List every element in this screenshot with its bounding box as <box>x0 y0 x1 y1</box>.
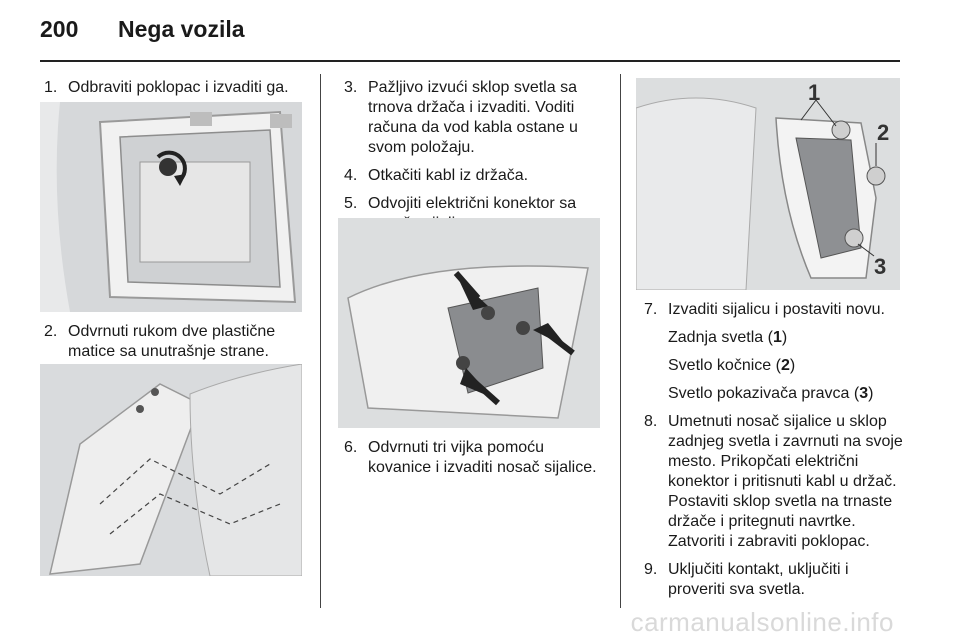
figure-bulb-holder <box>636 78 900 290</box>
step-number: 6. <box>344 439 358 456</box>
step-text: Uključiti kontakt, uključiti i proveriti sva svetla. <box>668 561 849 598</box>
bulb-item-brake-light <box>644 356 906 376</box>
bulb-label: Zadnja svetla ( <box>668 329 773 346</box>
step-9 <box>644 560 906 600</box>
step-number: 2. <box>44 323 58 340</box>
bulb-number: 3 <box>859 385 869 402</box>
step-number: 8. <box>644 413 658 430</box>
figure-screws <box>338 218 600 428</box>
bulb-suffix: ) <box>781 329 788 346</box>
step-number: 9. <box>644 561 658 578</box>
step-number: 4. <box>344 167 358 184</box>
step-text: Umetnuti nosač sijalice u sklop zadnjeg svetla i zavrnuti na svoje mesto. Prikopčati električni konektor i pritisnuti kabl u držač. Postaviti sklop svetla na trnaste držače i pritegnuti navrtke. Zatvoriti i zabraviti poklopac. <box>668 413 903 550</box>
bulb-holder-illustration <box>636 78 900 290</box>
column-2b <box>344 438 610 486</box>
step-7 <box>644 300 906 320</box>
cover-removal-illustration <box>40 102 302 312</box>
column-1b <box>44 322 306 370</box>
step-3 <box>344 78 610 158</box>
step-text: Otkačiti kabl iz držača. <box>368 167 529 184</box>
column-divider <box>620 74 621 608</box>
step-number: 1. <box>44 79 58 96</box>
callout-2: 2 <box>877 120 890 145</box>
step-1 <box>44 78 306 98</box>
step-text: Odvojiti električni konektor sa <box>368 195 577 212</box>
step-6 <box>344 438 610 478</box>
bulb-item-turn-signal <box>644 384 906 404</box>
callout-1: 1 <box>808 80 821 105</box>
bulb-label: Svetlo kočnice ( <box>668 357 781 374</box>
step-number: 3. <box>344 79 358 96</box>
step-4 <box>344 166 610 186</box>
figure-nuts <box>40 364 302 576</box>
callout-3: 3 <box>874 254 887 279</box>
step-number: 7. <box>644 301 658 318</box>
screws-illustration <box>338 218 600 428</box>
step-text: Odbraviti poklopac i izvaditi ga. <box>68 79 289 96</box>
step-text: Izvaditi sijalicu i postaviti novu. <box>668 301 885 318</box>
bulb-suffix: ) <box>868 385 874 402</box>
step-8 <box>644 412 906 552</box>
column-divider <box>320 74 321 608</box>
step-text: Odvrnuti rukom dve plastične matice sa unutrašnje strane. <box>68 323 276 360</box>
nuts-illustration <box>40 364 302 576</box>
step-number: 5. <box>344 195 358 212</box>
bulb-number: 2 <box>780 357 790 374</box>
step-2 <box>44 322 306 362</box>
watermark: carmanualsonline.info <box>630 607 894 637</box>
bulb-item-tail-light <box>644 328 906 348</box>
step-text: Odvrnuti tri vijka pomoću kovanice i izvaditi nosač sijalice. <box>368 439 597 476</box>
bulb-number: 1 <box>772 329 782 346</box>
step-text: Pažljivo izvući sklop svetla sa trnova držača i izvaditi. Voditi računa da vod kabla ostane u svom položaju. <box>368 79 578 156</box>
figure-cover-removal <box>40 102 302 312</box>
page-number: 200 <box>40 16 79 42</box>
page-title: Nega vozila <box>118 16 245 42</box>
header-rule <box>40 60 900 62</box>
bulb-suffix: ) <box>789 357 796 374</box>
bulb-label: Svetlo pokazivača pravca ( <box>668 385 860 402</box>
column-3 <box>644 300 906 608</box>
